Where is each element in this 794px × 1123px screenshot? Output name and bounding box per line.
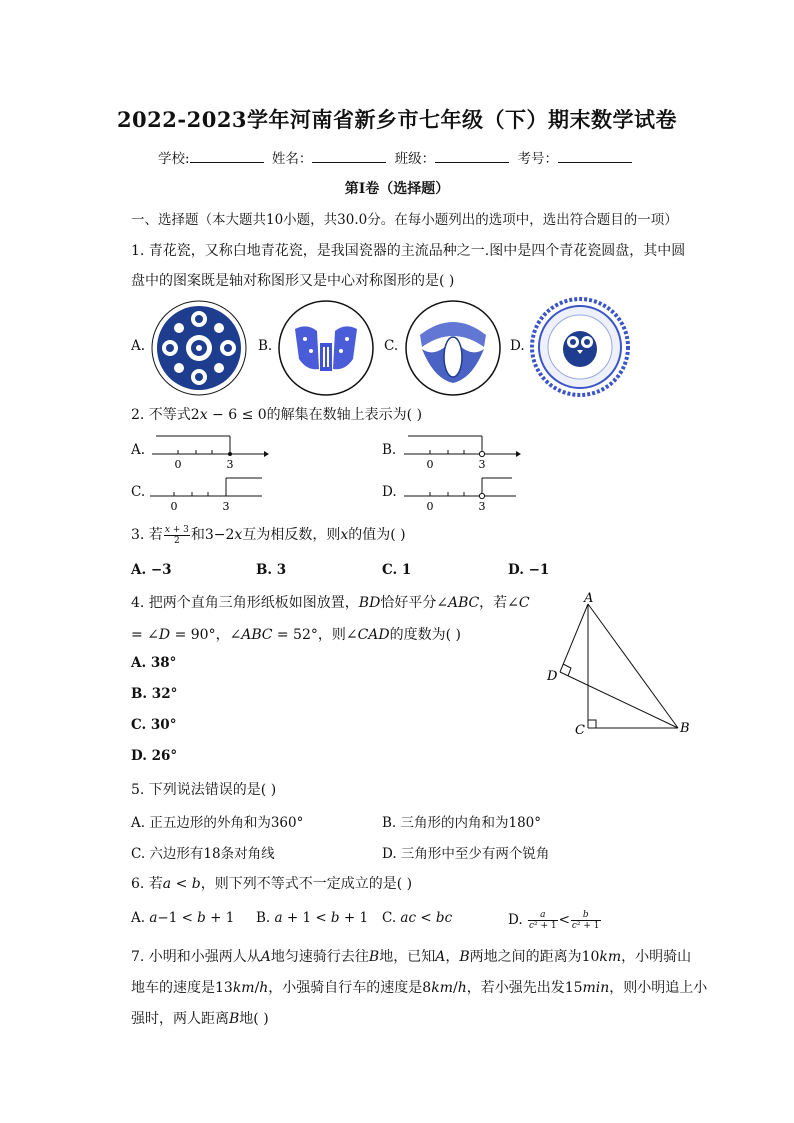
section-heading: 第Ⅰ卷（选择题） xyxy=(344,181,450,197)
plate-a-image xyxy=(150,299,248,397)
name-label: 姓名： xyxy=(271,151,313,167)
school-label: 学校: xyxy=(158,151,190,167)
q5-option-c: C. 六边形有18条对角线 xyxy=(131,846,275,862)
class-blank xyxy=(435,150,509,163)
q2-label-d: D. xyxy=(382,484,397,500)
q4-line2: = ∠𝐷 = 90°，∠𝐴𝐵𝐶 = 52°，则∠𝐶𝐴𝐷的度数为( ) xyxy=(131,627,462,643)
q6-option-b: B. 𝑎 + 1 < 𝑏 + 1 xyxy=(256,910,369,926)
q7-line3: 强时，两人距离𝐵地( ) xyxy=(131,1011,269,1027)
q5-option-b: B. 三角形的内角和为180° xyxy=(382,815,542,831)
point-b-label: B xyxy=(680,721,690,736)
tick-0: 0 xyxy=(170,500,178,513)
q1-line1: 1. 青花瓷，又称白地青花瓷，是我国瓷器的主流品种之一.图中是四个青花瓷圆盘，其中圆 xyxy=(131,243,686,259)
q3-option-b: B. 3 xyxy=(256,562,287,578)
tick-3: 3 xyxy=(478,500,486,513)
q2-label-a: A. xyxy=(131,442,146,458)
q6-option-a: A. 𝑎−1 < 𝑏 + 1 xyxy=(131,910,235,926)
q4-triangle-figure xyxy=(540,588,700,740)
tick-0: 0 xyxy=(426,458,434,471)
q3-stem xyxy=(131,524,406,546)
q1-label-a: A. xyxy=(131,338,146,354)
q7-line2: 地车的速度是13𝑘𝑚/ℎ，小强骑自行车的速度是8𝑘𝑚/ℎ，若小强先出发15𝑚𝑖𝑛，则小明追上小 xyxy=(131,980,708,996)
q2-numberline-a xyxy=(148,430,270,472)
number-label: 考号： xyxy=(517,151,558,167)
q4-option-d: D. 26° xyxy=(131,748,178,764)
q4-option-a: A. 38° xyxy=(131,655,177,671)
q1-label-b: B. xyxy=(258,338,273,354)
q2-stem: 2. 不等式2𝑥 − 6 ≤ 0的解集在数轴上表示为( ) xyxy=(131,407,423,423)
q6-frac-left xyxy=(528,910,558,931)
q6-frac-left-num: 𝑎 xyxy=(528,910,558,921)
q1-label-c: C. xyxy=(384,338,399,354)
plate-d-image xyxy=(530,297,630,397)
q1-line2: 盘中的图案既是轴对称图形又是中心对称图形的是( ) xyxy=(131,273,455,289)
q3-pre: 3. 若 xyxy=(131,527,163,543)
q3-option-a: A. −3 xyxy=(131,562,172,578)
q3-option-c: C. 1 xyxy=(382,562,412,578)
q2-numberline-c xyxy=(146,472,268,514)
point-c-label: C xyxy=(575,723,585,738)
plate-c-image xyxy=(404,299,502,397)
tick-3: 3 xyxy=(226,458,234,471)
q6-frac-right-den: 𝑐² + 1 xyxy=(571,921,600,931)
q6-option-c: C. 𝑎𝑐 < 𝑏𝑐 xyxy=(382,910,453,926)
q3-fraction xyxy=(164,525,190,546)
number-blank xyxy=(558,150,632,163)
q6-less-than: < xyxy=(558,912,570,928)
exam-title: 2022-2023学年河南省新乡市七年级（下）期末数学试卷 xyxy=(116,107,678,132)
tick-3: 3 xyxy=(478,458,486,471)
q6-option-d xyxy=(508,910,602,931)
q6-option-d-label: D. xyxy=(508,912,523,928)
q2-numberline-b xyxy=(400,430,522,472)
point-a-label: A xyxy=(584,591,594,606)
q2-label-c: C. xyxy=(131,484,146,500)
q6-frac-right-num: 𝑏 xyxy=(571,910,601,921)
q6-frac-right xyxy=(571,910,601,931)
q4-line1: 4. 把两个直角三角形纸板如图放置，𝐵𝐷恰好平分∠𝐴𝐵𝐶，若∠𝐶 xyxy=(131,595,530,611)
q5-stem: 5. 下列说法错误的是( ) xyxy=(131,782,277,798)
q2-label-b: B. xyxy=(382,442,397,458)
q6-stem: 6. 若𝑎 < 𝑏，则下列不等式不一定成立的是( ) xyxy=(131,876,413,892)
q5-option-d: D. 三角形中至少有两个锐角 xyxy=(382,846,550,862)
q3-numerator: 𝑥 + 3 xyxy=(164,524,189,535)
part-instructions: 一、选择题（本大题共10小题，共30.0分。在每小题列出的选项中，选出符合题目的一项） xyxy=(131,212,678,228)
tick-0: 0 xyxy=(174,458,182,471)
class-label: 班级： xyxy=(394,151,436,167)
q6-frac-left-den: 𝑐² + 1 xyxy=(528,921,557,931)
q3-denominator: 2 xyxy=(173,535,180,546)
point-d-label: D xyxy=(547,669,558,684)
school-blank xyxy=(190,150,264,163)
q2-numberline-d xyxy=(400,472,522,514)
q1-label-d: D. xyxy=(510,338,525,354)
q4-option-b: B. 32° xyxy=(131,686,178,702)
q4-option-c: C. 30° xyxy=(131,717,177,733)
q3-post: 和3−2𝑥互为相反数，则𝑥的值为( ) xyxy=(190,527,406,543)
q7-line1: 7. 小明和小强两人从𝐴地匀速骑行去往𝐵地，已知𝐴，𝐵两地之间的距离为10𝑘𝑚，小明骑山 xyxy=(131,949,692,965)
tick-3: 3 xyxy=(222,500,230,513)
q3-option-d: D. −1 xyxy=(508,562,550,578)
tick-0: 0 xyxy=(426,500,434,513)
q5-option-a: A. 正五边形的外角和为360° xyxy=(131,815,304,831)
name-blank xyxy=(312,150,386,163)
plate-b-image xyxy=(277,299,375,397)
student-info-line xyxy=(0,147,794,167)
